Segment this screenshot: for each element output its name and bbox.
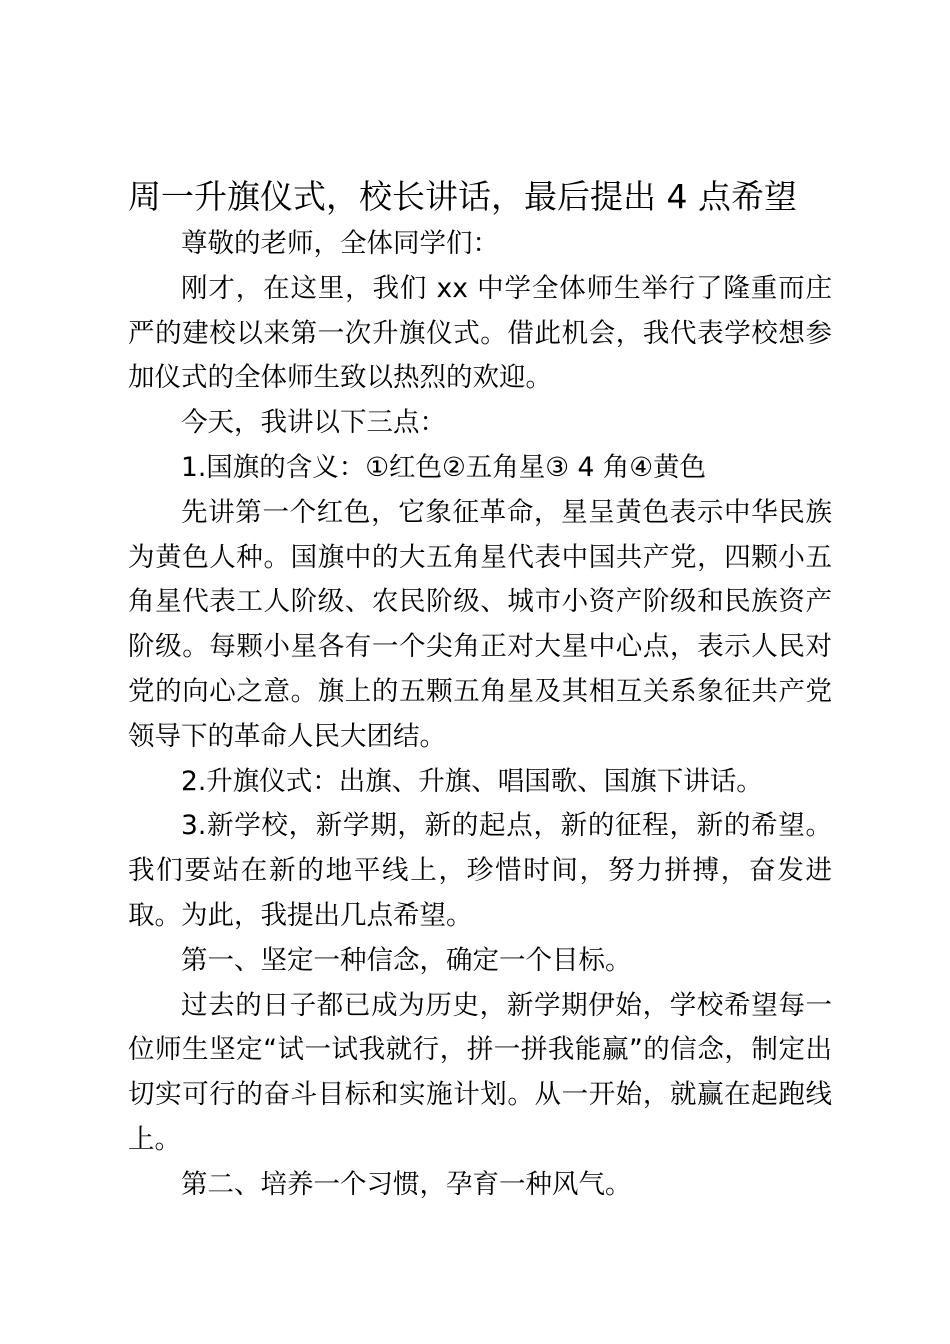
- paragraph-point-3: 3.新学校，新学期，新的起点，新的征程，新的希望。我们要站在新的地平线上，珍惜时间，努力拼搏，奋发进取。为此，我提出几点希望。: [128, 810, 832, 931]
- paragraph-three-points: 今天，我讲以下三点：: [181, 407, 446, 439]
- paragraph-point-2-heading: 2.升旗仪式：出旗、升旗、唱国歌、国旗下讲话。: [181, 765, 763, 797]
- document-title: 周一升旗仪式，校长讲话，最后提出 4 点希望: [128, 177, 797, 216]
- paragraph-hope-1-body: 过去的日子都已成为历史，新学期伊始，学校希望每一位师生坚定“试一试我就行，拼一拼我能赢”的信念，制定出切实可行的奋斗目标和实施计划。从一开始，就赢在起跑线上。: [128, 989, 832, 1155]
- document-page: [128, 172, 832, 1208]
- paragraph-hope-2-heading: 第二、培养一个习惯，孕育一种风气。: [181, 1168, 632, 1200]
- paragraph-intro: 刚才，在这里，我们 xx 中学全体师生举行了隆重而庄严的建校以来第一次升旗仪式。借此机会，我代表学校想参加仪式的全体师生致以热烈的欢迎。: [128, 272, 832, 394]
- paragraph-hope-1-heading: 第一、坚定一种信念，确定一个目标。: [181, 944, 632, 976]
- paragraph-flag-meaning: 先讲第一个红色，它象征革命，星呈黄色表示中华民族为黄色人种。国旗中的大五角星代表中国共产党，四颗小五角星代表工人阶级、农民阶级、城市小资产阶级和民族资产阶级。每颗小星各有一个尖角正对大星中心点，表示人民对党的向心之意。旗上的五颗五角星及其相互关系象征共产党领导下的革命人民大团结。: [128, 496, 832, 752]
- paragraph-greeting: 尊敬的老师，全体同学们：: [181, 228, 499, 259]
- paragraph-point-1-heading: 1.国旗的含义：①红色②五角星③ 4 角④黄色: [181, 451, 707, 483]
